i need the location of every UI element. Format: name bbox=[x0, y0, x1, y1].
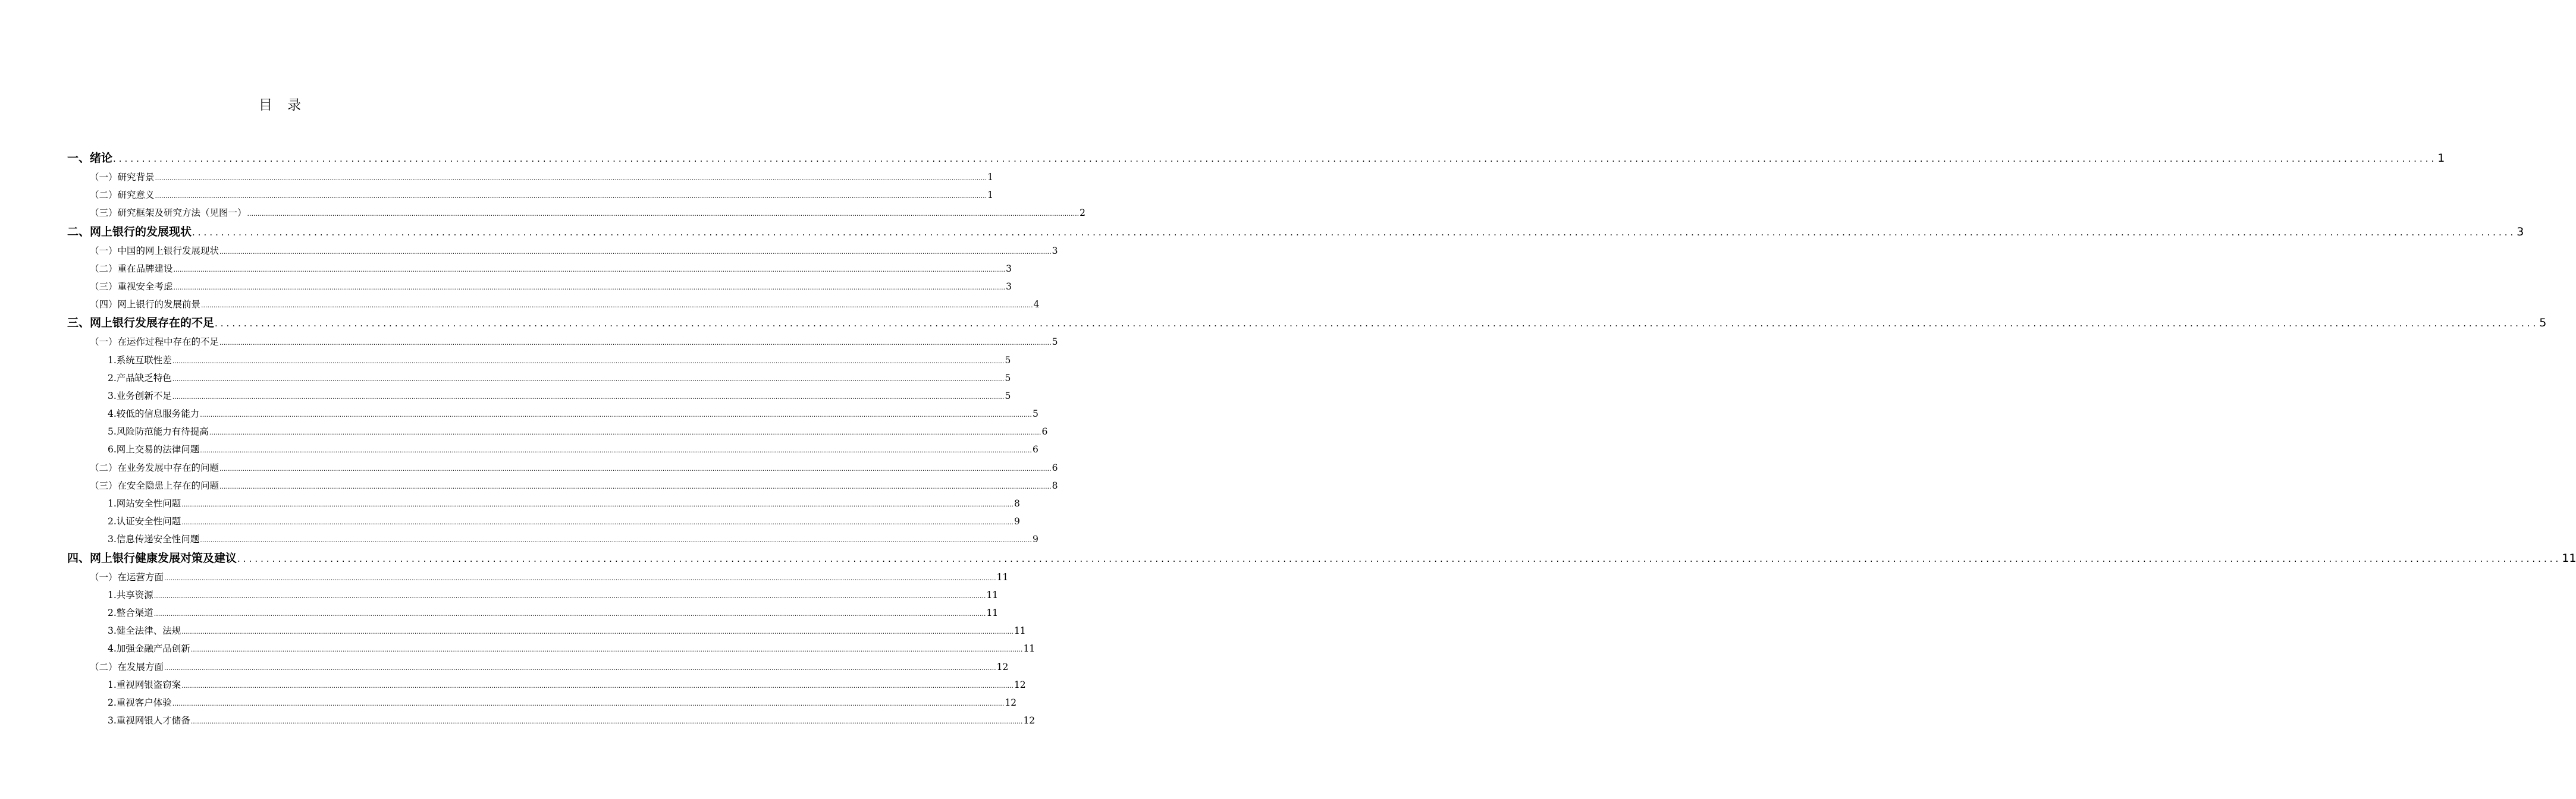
toc-entry[interactable] bbox=[67, 351, 1011, 369]
dot-leader: ................................................................................................................................................................................................................................................................................................................................................................................................................ bbox=[200, 411, 1032, 419]
dot-leader: ................................................................................................................................................................................................................................................................................................................................................................................................................ bbox=[190, 646, 1023, 654]
toc-page-number: 5 bbox=[2539, 316, 2547, 330]
dot-leader: ................................................................................................................................................................................................................................................................................................................................................................................................................ bbox=[200, 446, 1032, 455]
toc-page-number: 1 bbox=[987, 172, 994, 183]
toc-page-number: 11 bbox=[1014, 625, 1026, 637]
toc-page-number: 11 bbox=[996, 571, 1009, 583]
toc-page-number: 5 bbox=[1032, 408, 1038, 420]
toc-entry-text: 5.风险防范能力有待提高 bbox=[108, 426, 209, 438]
dot-leader: ................................................................................................................................................................................................................................................................................................................................................................................................................ bbox=[237, 553, 2562, 564]
toc-entry-text: （一）研究背景 bbox=[90, 172, 155, 183]
toc-entry[interactable] bbox=[67, 242, 1058, 260]
dot-leader: ................................................................................................................................................................................................................................................................................................................................................................................................................ bbox=[219, 482, 1052, 490]
dot-leader: ................................................................................................................................................................................................................................................................................................................................................................................................................ bbox=[190, 718, 1023, 726]
toc-entry-text: 2.认证安全性问题 bbox=[108, 516, 181, 527]
toc-page-number: 12 bbox=[1023, 715, 1036, 726]
toc-entry-text: 3.重视网银人才储备 bbox=[108, 715, 190, 726]
toc-entry-text: 2.重视客户体验 bbox=[108, 697, 172, 708]
toc-entry[interactable] bbox=[67, 622, 1026, 640]
dot-leader: ................................................................................................................................................................................................................................................................................................................................................................................................................ bbox=[113, 153, 2437, 164]
toc-entry-text: 6.网上交易的法律问题 bbox=[108, 444, 200, 455]
toc-entry-text: 1.重视网银盗窃案 bbox=[108, 679, 181, 690]
dot-leader: ................................................................................................................................................................................................................................................................................................................................................................................................................ bbox=[172, 699, 1005, 707]
toc-entry[interactable] bbox=[67, 369, 1011, 387]
toc-entry-text: （二）研究意义 bbox=[90, 190, 155, 201]
toc-entry-text: （四）网上银行的发展前景 bbox=[90, 299, 201, 310]
toc-page-number: 11 bbox=[1023, 643, 1036, 655]
toc-page-number: 5 bbox=[1005, 354, 1011, 366]
toc-entry[interactable] bbox=[67, 149, 2445, 168]
toc-page-number: 9 bbox=[1014, 516, 1020, 527]
toc-entry[interactable] bbox=[67, 604, 999, 622]
toc-entry[interactable] bbox=[67, 586, 999, 604]
toc-entry[interactable] bbox=[67, 658, 1009, 676]
toc-page-number: 3 bbox=[1006, 263, 1012, 274]
toc-page-number: 12 bbox=[1014, 679, 1026, 690]
toc-entry[interactable] bbox=[67, 260, 1012, 278]
toc-entry[interactable] bbox=[67, 512, 1020, 530]
dot-leader: ................................................................................................................................................................................................................................................................................................................................................................................................................ bbox=[155, 192, 987, 200]
toc-page-number: 6 bbox=[1041, 426, 1048, 438]
toc-entry-text: 三、网上银行发展存在的不足 bbox=[67, 316, 215, 330]
toc-page-number: 3 bbox=[1052, 245, 1058, 256]
toc-entry[interactable] bbox=[67, 568, 1009, 586]
dot-leader: ................................................................................................................................................................................................................................................................................................................................................................................................................ bbox=[201, 301, 1033, 310]
toc-entry[interactable] bbox=[67, 694, 1017, 712]
toc-entry-text: （二）重在品牌建设 bbox=[90, 263, 173, 274]
dot-leader: ................................................................................................................................................................................................................................................................................................................................................................................................................ bbox=[155, 174, 987, 182]
toc-page-number: 5 bbox=[1005, 372, 1011, 383]
toc-entry-text: （二）在发展方面 bbox=[90, 661, 164, 672]
toc-entry-text: 2.产品缺乏特色 bbox=[108, 372, 172, 383]
toc-entry[interactable] bbox=[67, 168, 994, 186]
toc-entry-text: 2.整合渠道 bbox=[108, 607, 153, 618]
dot-leader: ................................................................................................................................................................................................................................................................................................................................................................................................................ bbox=[172, 392, 1005, 401]
toc-entry[interactable] bbox=[67, 204, 1086, 222]
toc-entry[interactable] bbox=[67, 423, 1048, 441]
toc-entry-text: （一）在运营方面 bbox=[90, 571, 164, 583]
dot-leader: ................................................................................................................................................................................................................................................................................................................................................................................................................ bbox=[172, 375, 1005, 383]
table-of-contents bbox=[67, 149, 2576, 729]
toc-entry-text: 四、网上银行健康发展对策及建议 bbox=[67, 551, 237, 565]
toc-page-number: 12 bbox=[1005, 697, 1017, 708]
toc-entry[interactable] bbox=[67, 549, 2576, 568]
toc-entry[interactable] bbox=[67, 712, 1036, 729]
toc-page-number: 12 bbox=[996, 661, 1009, 672]
toc-entry-text: （三）在安全隐患上存在的问题 bbox=[90, 480, 219, 491]
dot-leader: ................................................................................................................................................................................................................................................................................................................................................................................................................ bbox=[209, 429, 1041, 437]
toc-page-number: 5 bbox=[1052, 336, 1058, 348]
toc-page-number: 8 bbox=[1052, 480, 1058, 491]
dot-leader: ................................................................................................................................................................................................................................................................................................................................................................................................................ bbox=[215, 318, 2539, 329]
dot-leader: ................................................................................................................................................................................................................................................................................................................................................................................................................ bbox=[181, 681, 1014, 690]
toc-entry-text: （一）中国的网上银行发展现状 bbox=[90, 245, 219, 256]
toc-entry[interactable] bbox=[67, 477, 1058, 495]
dot-leader: ................................................................................................................................................................................................................................................................................................................................................................................................................ bbox=[247, 210, 1080, 218]
dot-leader: ................................................................................................................................................................................................................................................................................................................................................................................................................ bbox=[181, 518, 1014, 527]
toc-entry-text: 3.信息传递安全性问题 bbox=[108, 534, 200, 545]
dot-leader: ................................................................................................................................................................................................................................................................................................................................................................................................................ bbox=[172, 357, 1005, 365]
toc-entry-text: 3.健全法律、法规 bbox=[108, 625, 181, 637]
dot-leader: ................................................................................................................................................................................................................................................................................................................................................................................................................ bbox=[219, 464, 1052, 473]
toc-entry[interactable] bbox=[67, 387, 1011, 405]
dot-leader: ................................................................................................................................................................................................................................................................................................................................................................................................................ bbox=[164, 663, 996, 672]
toc-entry[interactable] bbox=[67, 530, 1038, 548]
toc-entry-text: 一、绪论 bbox=[67, 152, 113, 165]
toc-entry-text: （二）在业务发展中存在的问题 bbox=[90, 462, 219, 473]
toc-entry[interactable] bbox=[67, 313, 2547, 333]
toc-entry[interactable] bbox=[67, 333, 1058, 351]
toc-page-number: 3 bbox=[1006, 281, 1012, 292]
toc-page-number: 9 bbox=[1032, 534, 1038, 545]
toc-page-number: 11 bbox=[986, 607, 999, 618]
dot-leader: ................................................................................................................................................................................................................................................................................................................................................................................................................ bbox=[219, 247, 1052, 256]
toc-entry[interactable] bbox=[67, 405, 1038, 423]
toc-page-number: 4 bbox=[1033, 299, 1040, 310]
toc-entry[interactable] bbox=[67, 640, 1036, 658]
toc-entry[interactable] bbox=[67, 186, 994, 204]
toc-title: 目 录 bbox=[258, 97, 307, 113]
dot-leader: ................................................................................................................................................................................................................................................................................................................................................................................................................ bbox=[173, 283, 1006, 291]
toc-entry[interactable] bbox=[67, 459, 1058, 477]
toc-page-number: 6 bbox=[1032, 444, 1038, 455]
toc-page-number: 3 bbox=[2517, 225, 2524, 238]
toc-page-number: 1 bbox=[987, 190, 994, 201]
toc-entry[interactable] bbox=[67, 441, 1038, 458]
toc-page-number: 2 bbox=[1080, 207, 1086, 219]
toc-entry[interactable] bbox=[67, 495, 1020, 512]
dot-leader: ................................................................................................................................................................................................................................................................................................................................................................................................................ bbox=[173, 265, 1006, 273]
dot-leader: ................................................................................................................................................................................................................................................................................................................................................................................................................ bbox=[181, 501, 1014, 508]
toc-entry-text: 二、网上银行的发展现状 bbox=[67, 225, 192, 238]
toc-page-number: 11 bbox=[2562, 551, 2576, 565]
toc-entry-text: 1.共享资源 bbox=[108, 589, 153, 600]
dot-leader: ................................................................................................................................................................................................................................................................................................................................................................................................................ bbox=[219, 339, 1052, 347]
toc-entry-text: 1.网站安全性问题 bbox=[108, 498, 181, 509]
dot-leader: ................................................................................................................................................................................................................................................................................................................................................................................................................ bbox=[181, 628, 1014, 636]
toc-entry[interactable] bbox=[67, 676, 1026, 694]
toc-page-number: 8 bbox=[1014, 498, 1020, 509]
toc-entry-text: （三）研究框架及研究方法（见图一） bbox=[90, 207, 247, 219]
toc-entry[interactable] bbox=[67, 278, 1012, 295]
toc-entry[interactable] bbox=[67, 222, 2524, 242]
dot-leader: ................................................................................................................................................................................................................................................................................................................................................................................................................ bbox=[192, 227, 2517, 238]
toc-entry-text: 4.较低的信息服务能力 bbox=[108, 408, 200, 420]
toc-entry-text: （三）重视安全考虑 bbox=[90, 281, 173, 292]
toc-page-number: 5 bbox=[1005, 390, 1011, 401]
dot-leader: ................................................................................................................................................................................................................................................................................................................................................................................................................ bbox=[153, 592, 986, 600]
dot-leader: ................................................................................................................................................................................................................................................................................................................................................................................................................ bbox=[153, 609, 986, 618]
toc-page-number: 11 bbox=[986, 589, 999, 600]
toc-entry-text: （一）在运作过程中存在的不足 bbox=[90, 336, 219, 348]
toc-page-number: 6 bbox=[1052, 462, 1058, 473]
toc-entry-text: 3.业务创新不足 bbox=[108, 390, 172, 401]
dot-leader: ................................................................................................................................................................................................................................................................................................................................................................................................................ bbox=[200, 536, 1032, 545]
toc-entry[interactable] bbox=[67, 295, 1040, 313]
toc-entry-text: 1.系统互联性差 bbox=[108, 354, 172, 366]
toc-page-number: 1 bbox=[2437, 152, 2445, 165]
dot-leader: ................................................................................................................................................................................................................................................................................................................................................................................................................ bbox=[164, 574, 996, 582]
toc-entry-text: 4.加强金融产品创新 bbox=[108, 643, 190, 655]
